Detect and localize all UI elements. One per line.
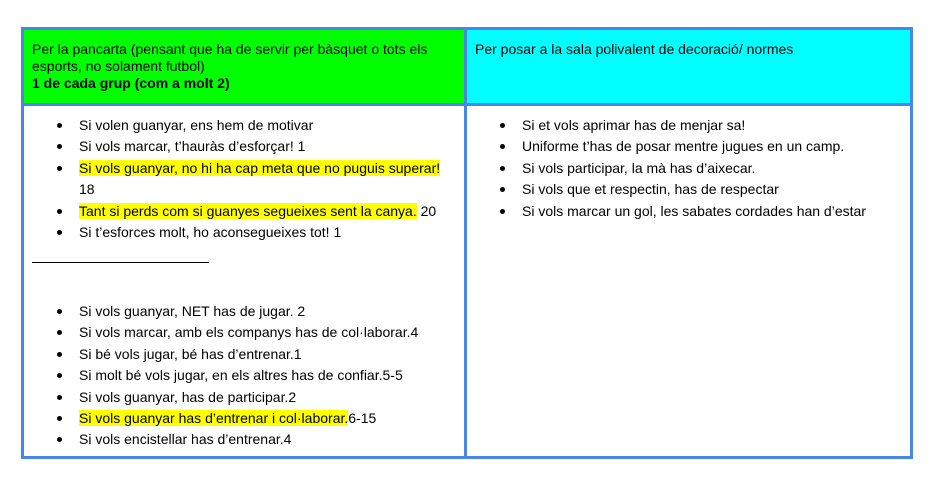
list-item-text: Si vols guanyar, NET has de jugar. 2 — [79, 303, 306, 319]
list-item-text: Si vols guanyar, has de participar.2 — [79, 388, 297, 405]
list-item-text: Si t’esforces molt, ho aconsegueixes tot! 1 — [79, 224, 342, 241]
list-item — [24, 408, 464, 429]
vote-count: 6-15 — [348, 410, 377, 427]
list-item-text: Si molt bé vols jugar, en els altres has de confiar.5-5 — [79, 367, 403, 384]
header-left-bold-text: 1 de cada grup (com a molt 2) — [32, 75, 230, 91]
list-item — [467, 115, 910, 136]
list-item-text: Si bé vols jugar, bé has d’entrenar.1 — [79, 345, 302, 362]
list-item — [24, 344, 464, 365]
highlighted-text: Tant si perds com si guanyes segueixes sent la canya. — [79, 202, 417, 219]
list-item — [24, 115, 464, 136]
list-item-text: Si vols marcar un gol, les sabates cordades han d’estar — [522, 202, 866, 219]
list-item — [24, 222, 464, 243]
slogan-list-a — [24, 115, 464, 243]
header-right-text: Per posar a la sala polivalent de decoració/ normes — [475, 41, 794, 57]
list-item — [24, 429, 464, 450]
list-item — [24, 365, 464, 386]
list-item — [467, 201, 910, 222]
list-item-text: Si et vols aprimar has de menjar sa! — [522, 117, 746, 133]
list-item-text: Si vols marcar, t’hauràs d’esforçar! 1 — [79, 138, 306, 155]
list-item — [24, 322, 464, 343]
vote-count: 20 — [416, 202, 437, 219]
body-cell-pancarta — [24, 106, 467, 456]
separator-line — [32, 262, 209, 263]
list-item-text: Si vols encistellar has d’entrenar.4 — [79, 431, 292, 448]
list-item — [24, 201, 464, 222]
vote-count: 18 — [79, 181, 95, 198]
header-left-text: Per la pancarta (pensant que ha de servir per bàsquet o tots els esports, no solament futbol) — [32, 41, 428, 74]
list-item-text: Si vols marcar, amb els companys has de col·laborar.4 — [79, 324, 419, 341]
list-item-text: Si volen guanyar, ens hem de motivar — [79, 117, 314, 133]
header-cell-sala-polivalent — [467, 30, 910, 106]
list-item — [24, 158, 464, 201]
body-cell-sala-polivalent — [467, 106, 910, 456]
list-item — [467, 158, 910, 179]
list-item-text: Si vols que et respectin, has de respectar — [522, 181, 779, 198]
highlighted-text: Si vols guanyar, no hi ha cap meta que no puguis superar! — [79, 159, 441, 176]
list-item — [467, 179, 910, 200]
rules-list — [467, 115, 910, 222]
list-item — [24, 301, 464, 322]
list-item-text: Uniforme t’has de posar mentre jugues en un camp. — [522, 138, 845, 155]
list-item — [467, 136, 910, 157]
document-table — [21, 27, 913, 459]
slogan-list-b — [24, 301, 464, 451]
list-item — [24, 136, 464, 157]
header-cell-pancarta — [24, 30, 467, 106]
list-item — [24, 387, 464, 408]
list-item-text: Si vols participar, la mà has d’aixecar. — [522, 159, 756, 176]
highlighted-text: Si vols guanyar has d’entrenar i col·laborar. — [79, 410, 349, 427]
